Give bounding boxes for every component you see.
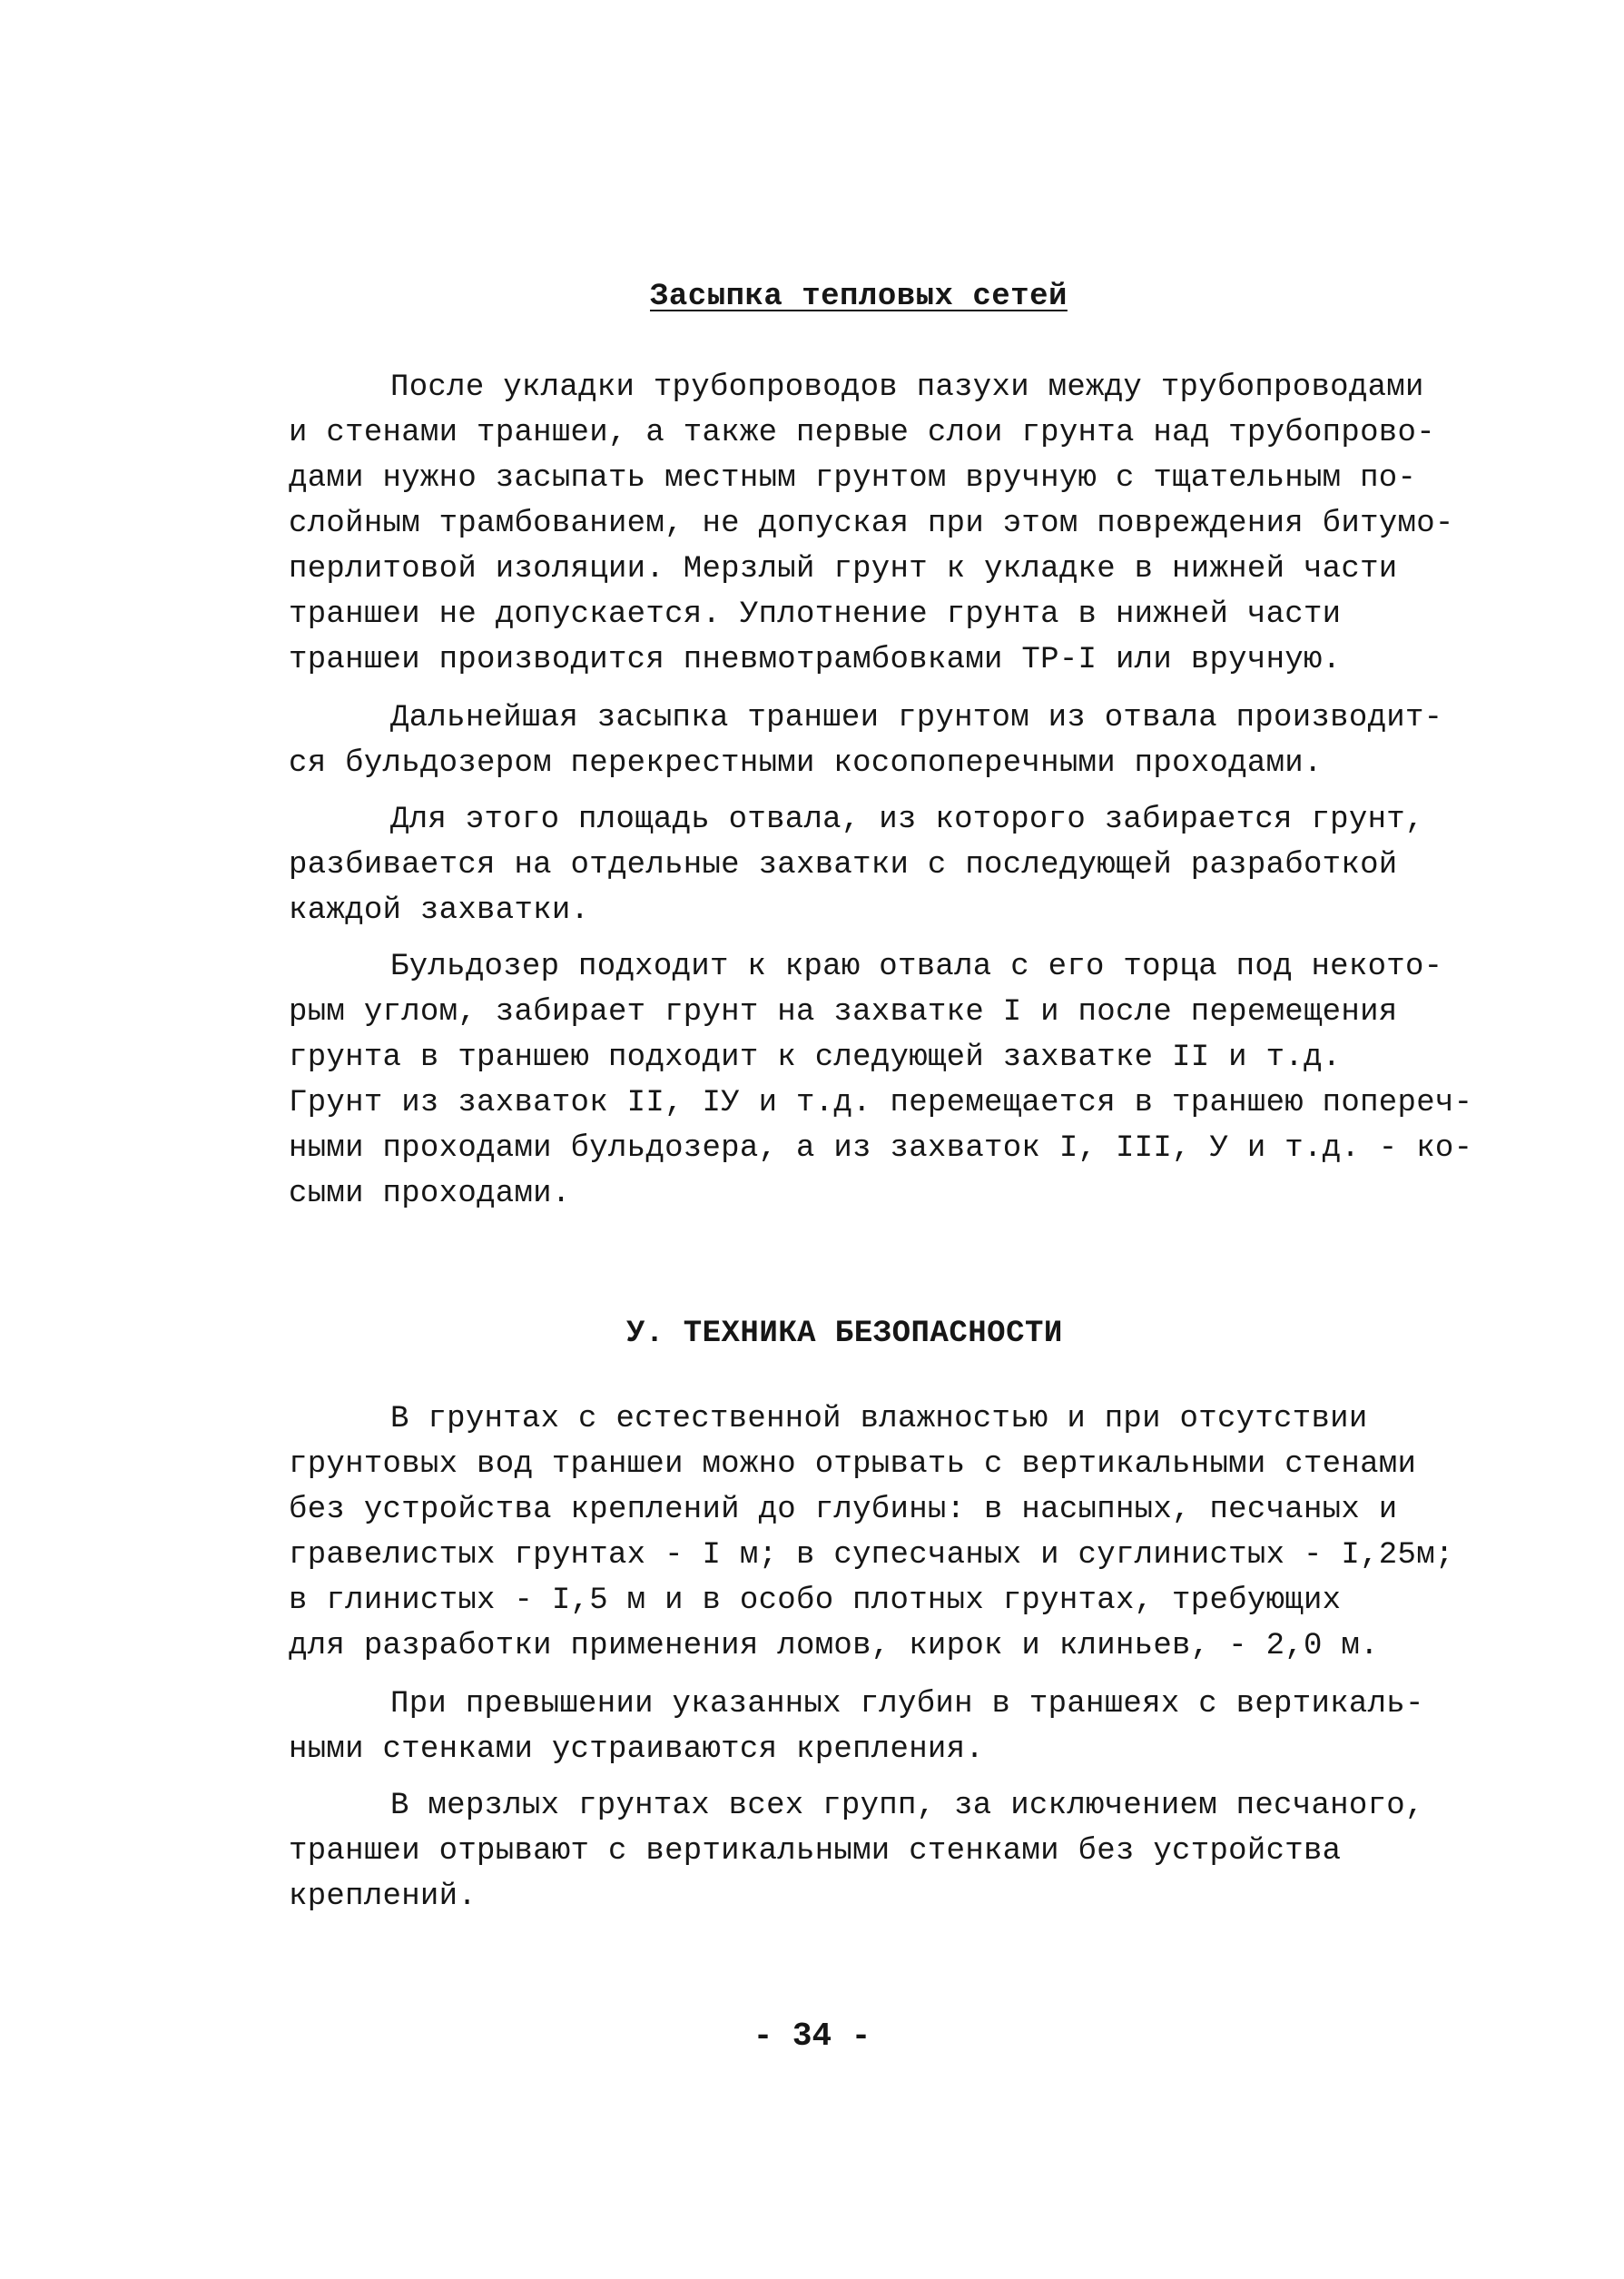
text-line: ными проходами бульдозера, а из захваток I, III, У и т.д. - ко- bbox=[289, 1131, 1473, 1166]
text-line: слойным трамбованием, не допуская при этом повреждения битумо- bbox=[289, 507, 1454, 541]
text-line: каждой захватки. bbox=[289, 893, 590, 928]
section-heading-safety: У. ТЕХНИКА БЕЗОПАСНОСТИ bbox=[626, 1317, 1063, 1351]
text-line: для разработки применения ломов, кирок и клиньев, - 2,0 м. bbox=[289, 1629, 1379, 1663]
text-line: без устройства креплений до глубины: в насыпных, песчаных и bbox=[289, 1493, 1398, 1527]
text-line: разбивается на отдельные захватки с последующей разработкой bbox=[289, 848, 1398, 883]
text-line: креплений. bbox=[289, 1879, 477, 1914]
text-line: в глинистых - I,5 м и в особо плотных грунтах, требующих bbox=[289, 1583, 1342, 1618]
text-line: траншеи отрывают с вертикальными стенками без устройства bbox=[289, 1834, 1342, 1869]
text-line: грунтовых вод траншеи можно отрывать с вертикальными стенами bbox=[289, 1447, 1417, 1482]
text-line: Дальнейшая засыпка траншеи грунтом из отвала производит- bbox=[390, 701, 1443, 735]
paragraph bbox=[289, 1682, 1469, 1772]
text-line: траншеи не допускается. Уплотнение грунта в нижней части bbox=[289, 597, 1342, 632]
page-number: - 34 - bbox=[753, 2018, 871, 2055]
text-line: Бульдозер подходит к краю отвала с его торца под некото- bbox=[390, 950, 1443, 984]
text-line: грунта в траншею подходит к следующей захватке II и т.д. bbox=[289, 1041, 1342, 1075]
text-line: В грунтах с естественной влажностью и при отсутствии bbox=[390, 1402, 1368, 1436]
text-line: рым углом, забирает грунт на захватке I и после перемещения bbox=[289, 995, 1398, 1030]
text-line: дами нужно засыпать местным грунтом вручную с тщательным по- bbox=[289, 461, 1417, 496]
paragraph bbox=[289, 365, 1469, 683]
text-line: гравелистых грунтах - I м; в супесчаных и суглинистых - I,25м; bbox=[289, 1538, 1454, 1573]
text-line: и стенами траншеи, а также первые слои грунта над трубопрово- bbox=[289, 416, 1435, 450]
paragraph bbox=[289, 1396, 1469, 1669]
text-line: Грунт из захваток II, IУ и т.д. перемещается в траншею попереч- bbox=[289, 1086, 1473, 1120]
paragraph bbox=[289, 696, 1469, 786]
paragraph bbox=[289, 1783, 1469, 1919]
text-line: Для этого площадь отвала, из которого забирается грунт, bbox=[390, 803, 1424, 837]
paragraph bbox=[289, 944, 1473, 1217]
section-heading-backfill: Засыпка тепловых сетей bbox=[650, 280, 1068, 314]
text-line: сыми проходами. bbox=[289, 1177, 571, 1211]
text-line: траншеи производится пневмотрамбовками ТР-I или вручную. bbox=[289, 643, 1342, 677]
text-line: В мерзлых грунтах всех групп, за исключением песчаного, bbox=[390, 1789, 1424, 1823]
text-line: После укладки трубопроводов пазухи между трубопроводами bbox=[390, 370, 1424, 405]
text-line: ся бульдозером перекрестными косопоперечными проходами. bbox=[289, 746, 1323, 781]
text-line: перлитовой изоляции. Мерзлый грунт к укладке в нижней части bbox=[289, 552, 1398, 587]
text-line: При превышении указанных глубин в траншеях с вертикаль- bbox=[390, 1687, 1424, 1722]
text-line: ными стенками устраиваются крепления. bbox=[289, 1732, 985, 1767]
paragraph bbox=[289, 797, 1469, 933]
